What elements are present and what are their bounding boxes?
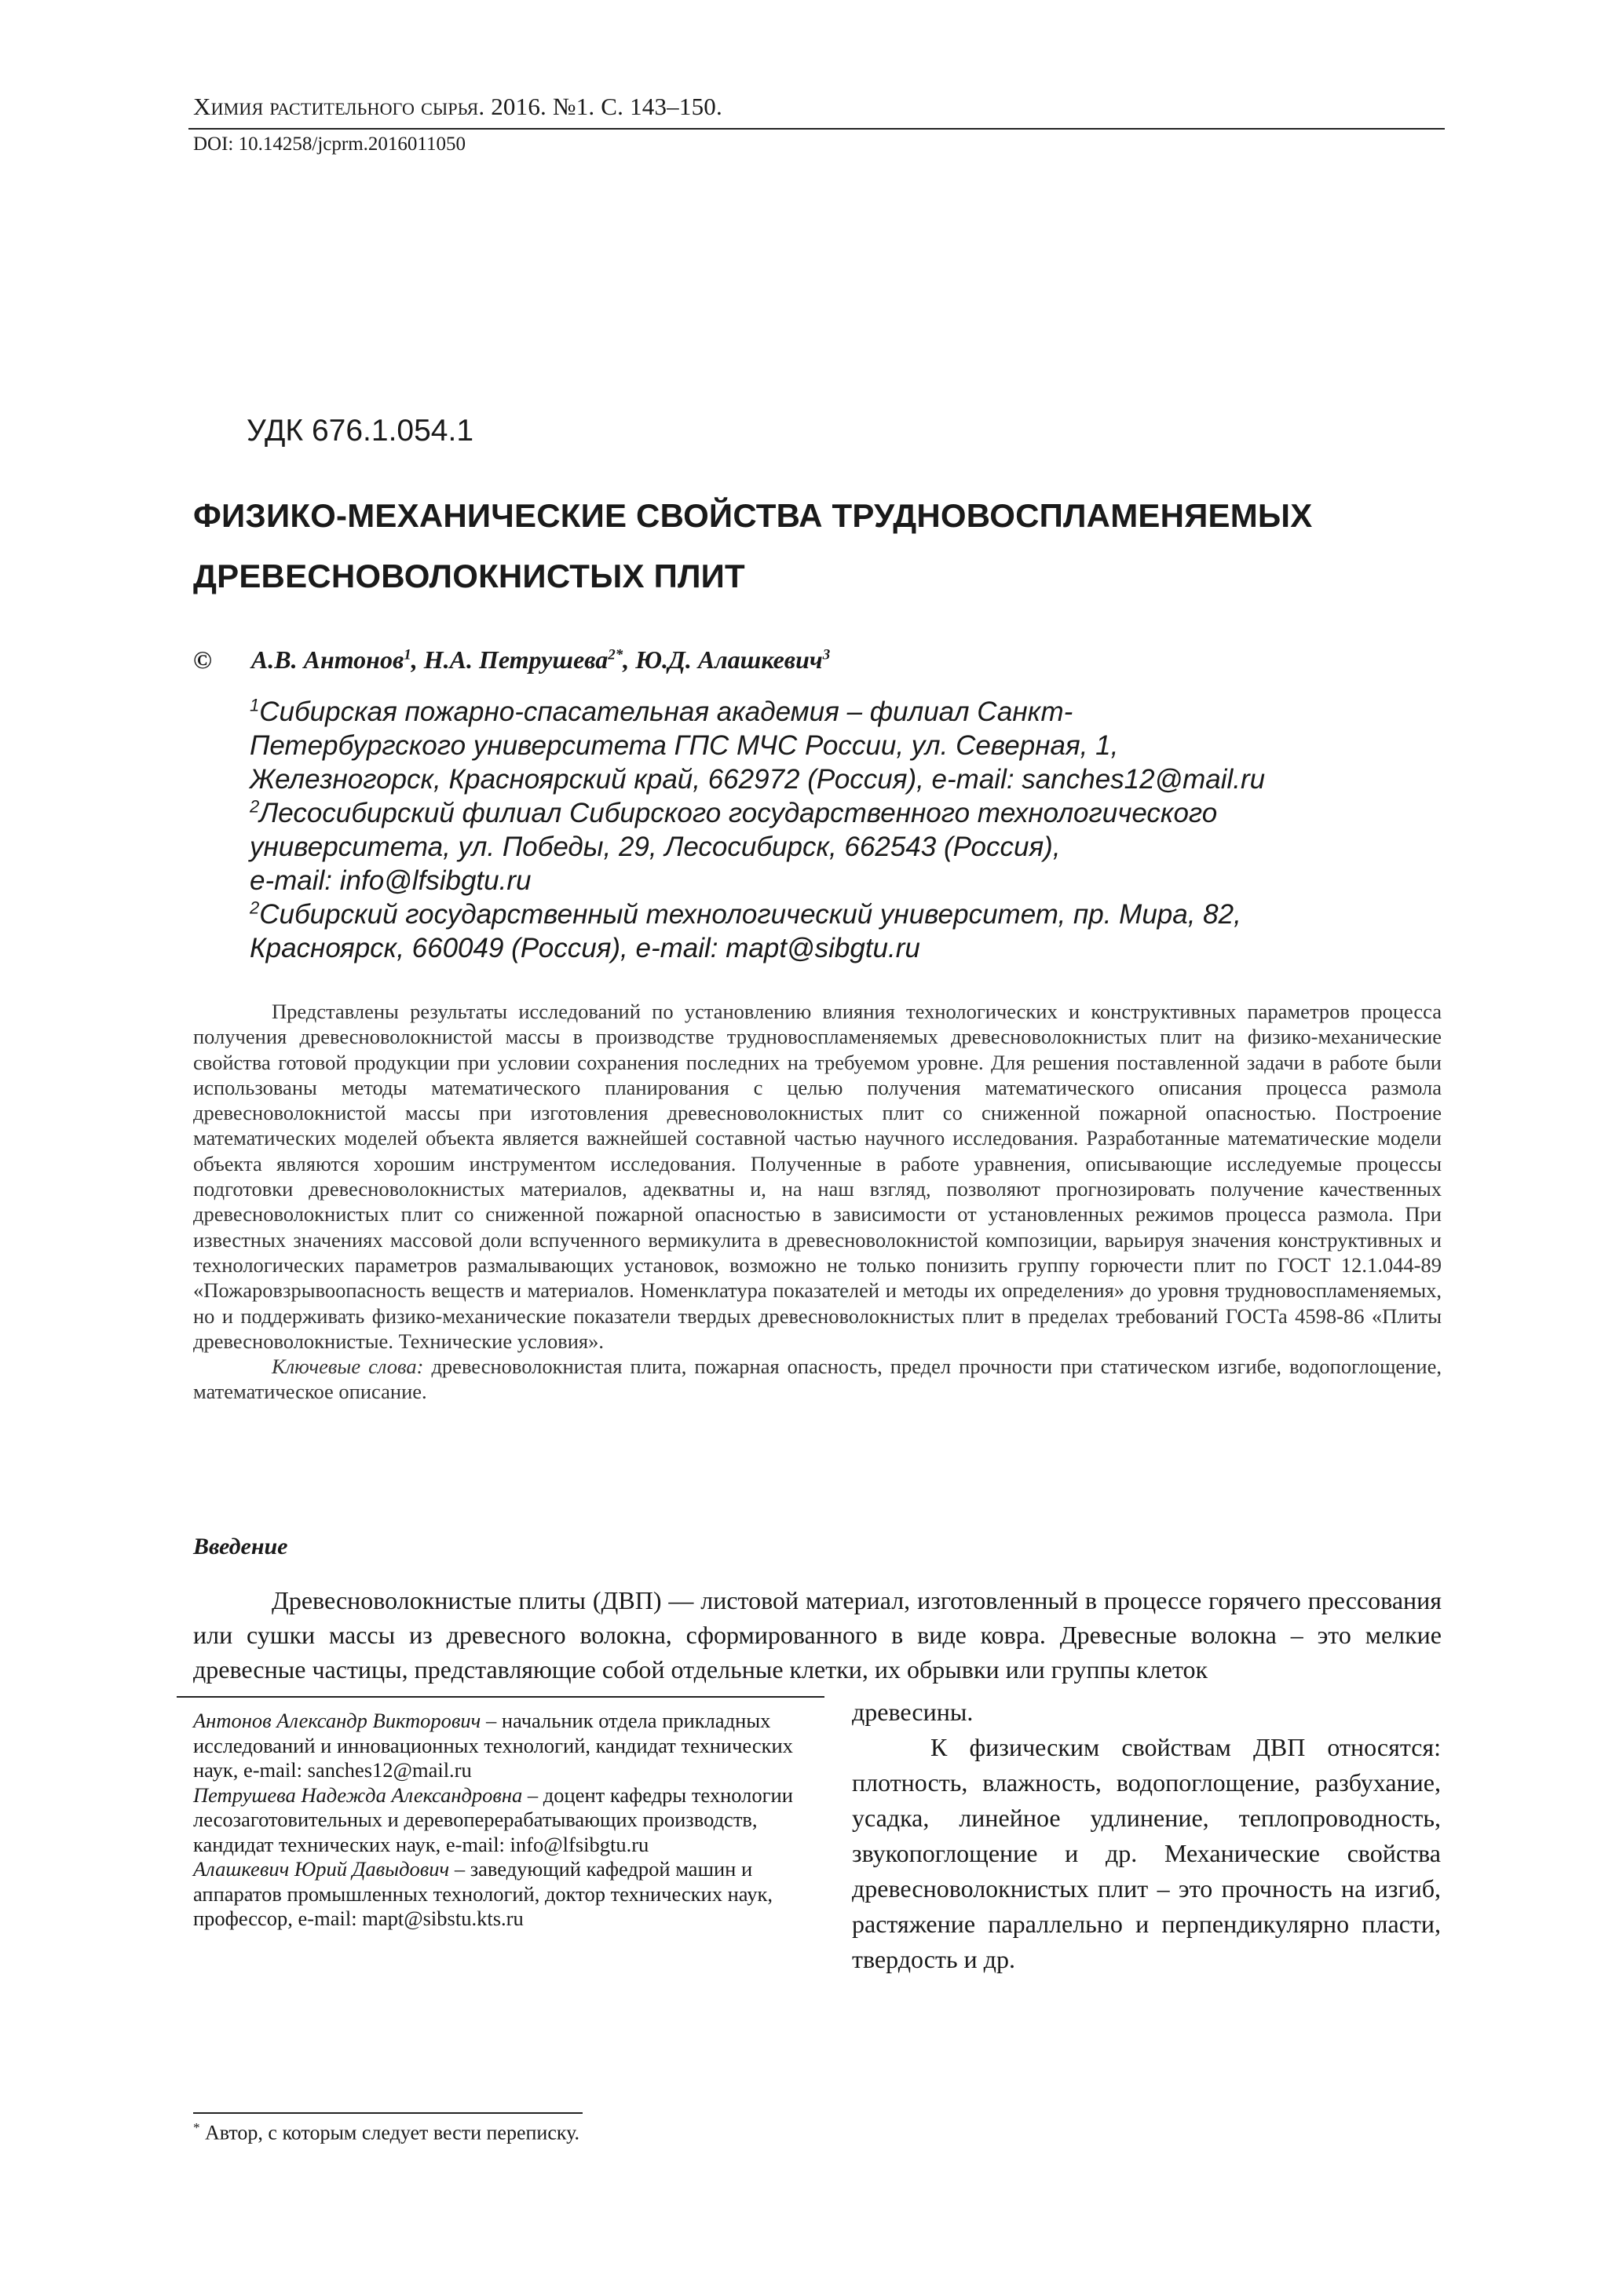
author-separator: ,: [411, 645, 424, 674]
affiliation-sup: 2: [250, 898, 260, 918]
journal-header: [193, 93, 722, 121]
affiliation-1: [250, 695, 1365, 796]
affiliation-2: [250, 796, 1365, 898]
keywords-label: Ключевые слова:: [272, 1355, 424, 1379]
bio-alashkevich: [193, 1857, 813, 1932]
affiliation-line: Петербургского университета ГПС МЧС России, ул. Северная, 1,: [250, 730, 1119, 761]
intro-paragraph-2: К физическим свойствам ДВП относятся: плотность, влажность, водопоглощение, разбухание, усадка, линейное удлинение, теплопроводность, звукопоглощение и др. Механические свойства древесноволокнистых плит – это прочность на изгиб, растяжение параллельно и перпендикулярно пласти, твердость и др.: [852, 1733, 1441, 1973]
footnote-text: Автор, с которым следует вести переписку.: [199, 2121, 580, 2144]
affiliation-line: Лесосибирский филиал Сибирского государственного технологического: [259, 798, 1218, 828]
header-divider: [188, 128, 1445, 130]
author-bios: [193, 1709, 813, 1932]
right-column-text: [852, 1695, 1441, 1977]
affiliation-sup: 1: [250, 695, 260, 715]
affiliation-line: Красноярск, 660049 (Россия), e-mail: mapt@sibgtu.ru: [250, 933, 920, 963]
bio-text: – доцент кафедры технологии лесозаготовительных и деревоперерабатывающих производств, кандидат технических наук, e-mail: info@lfsibgtu.ru: [193, 1782, 793, 1856]
keywords-paragraph: [193, 1354, 1442, 1405]
bio-petrusheva: [193, 1783, 813, 1858]
author-separator: ,: [623, 645, 636, 674]
author-names: [251, 645, 830, 674]
bio-name: Петрушева Надежда Александровна: [193, 1782, 523, 1807]
section-heading-introduction: Введение: [193, 1534, 288, 1559]
abstract-text: Представлены результаты исследований по установлению влияния технологических и конструктивных параметров процесса получения древесноволокнистой массы в производстве трудновоспламеняемых древесноволокнистых плит на физико-механические свойства готовой продукции при условии сохранения последних на требуемом уровне. Для решения поставленной задачи в работе были использованы методы математического планирования с целью получения математического описания процесса размола древесноволокнистой массы при изготовления древесноволокнистых плит со сниженной пожарной опасностью. Построение математических моделей объекта является важнейшей составной частью научного исследования. Разработанные математические модели объекта являются хорошим инструментом исследования. Полученные в работе уравнения, описывающие исследуемые процессы подготовки древесноволокнистых материалов, адекватны и, на наш взгляд, позволяют прогнозировать получение качественных древесноволокнистых плит со сниженной пожарной опасностью в зависимости от установленных режимов процесса размола. При известных значениях массовой доли вспученного вермикулита в древесноволокнистой композиции, варьируя значения конструктивных и технологических параметров размалывающих установок, возможно не только понизить группу горючести плит по ГОСТ 12.1.044-89 «Пожаровзрывоопасность веществ и материалов. Номенклатура показателей и методы их определения» до уровня трудновоспламеняемых, но и поддерживать физико-механические показатели твердых древесноволокнистых плит в пределах требований ГОСТа 4598-86 «Плиты древесноволокнистые. Технические условия».: [193, 1000, 1442, 1353]
affiliation-line: университета, ул. Победы, 29, Лесосибирск, 662543 (Россия),: [250, 832, 1061, 862]
affiliation-line: Железногорск, Красноярский край, 662972 (Россия), e-mail: sanches12@mail.ru: [250, 764, 1266, 795]
abstract: [193, 999, 1442, 1405]
author-2: Н.А. Петрушева: [423, 645, 609, 674]
intro-paragraph-1-continued: древесины.: [852, 1698, 974, 1726]
affiliations: [250, 695, 1365, 965]
paper-title: [193, 485, 1449, 606]
affiliation-sup: 2: [250, 796, 260, 817]
affiliation-line: Сибирский государственный технологический университет, пр. Мира, 82,: [259, 899, 1241, 930]
bio-antonov: [193, 1709, 813, 1783]
footnote-mark: *: [193, 2120, 200, 2135]
author-1: А.В. Антонов: [250, 645, 404, 674]
bio-text: – заведующий кафедрой машин и аппаратов промышленных технологий, доктор технических наук, профессор, e-mail: mapt@sibstu.kts.ru: [193, 1857, 773, 1930]
affiliation-3: [250, 898, 1365, 965]
title-line-2: ДРЕВЕСНОВОЛОКНИСТЫХ ПЛИТ: [193, 558, 745, 594]
intro-paragraph-1: Древесноволокнистые плиты (ДВП) — листовой материал, изготовленный в процессе горячего прессования или сушки массы из древесного волокна, сформированного в виде ковра. Древесные волокна – это мелкие древесные частицы, представляющие собой отдельные клетки, их обрывки или группы клеток: [193, 1586, 1442, 1684]
keywords-text: древесноволокнистая плита, пожарная опасность, предел прочности при статическом изгибе, водопоглощение, математическое описание.: [193, 1355, 1442, 1404]
affiliation-line: e-mail: info@lfsibgtu.ru: [250, 865, 532, 896]
footnote-divider: [193, 2112, 583, 2114]
authors-line: [193, 645, 830, 675]
author-3: Ю.Д. Алашкевич: [635, 645, 823, 674]
bio-divider: [177, 1696, 824, 1698]
affiliation-line: Сибирская пожарно-спасательная академия – филиал Санкт-: [259, 696, 1073, 727]
intro-paragraph: [193, 1583, 1442, 1687]
journal-citation: Химия растительного сырья. 2016. №1. С. 143–150.: [193, 93, 722, 120]
udc-code: УДК 676.1.054.1: [247, 414, 474, 448]
bio-name: Алашкевич Юрий Давыдович: [193, 1857, 450, 1881]
author-3-sup: 3: [822, 646, 831, 664]
doi-line: DOI: 10.14258/jcprm.2016011050: [193, 133, 466, 155]
copyright-sign: ©: [193, 645, 212, 674]
title-line-1: ФИЗИКО-МЕХАНИЧЕСКИЕ СВОЙСТВА ТРУДНОВОСПЛАМЕНЯЕМЫХ: [193, 497, 1313, 534]
correspondence-footnote: [193, 2120, 579, 2145]
bio-text: – начальник отдела прикладных исследований и инновационных технологий, кандидат технических наук, e-mail: sanches12@mail.ru: [193, 1709, 793, 1782]
author-1-sup: 1: [404, 646, 411, 664]
bio-name: Антонов Александр Викторович: [193, 1709, 481, 1732]
author-2-sup: 2*: [608, 646, 623, 664]
